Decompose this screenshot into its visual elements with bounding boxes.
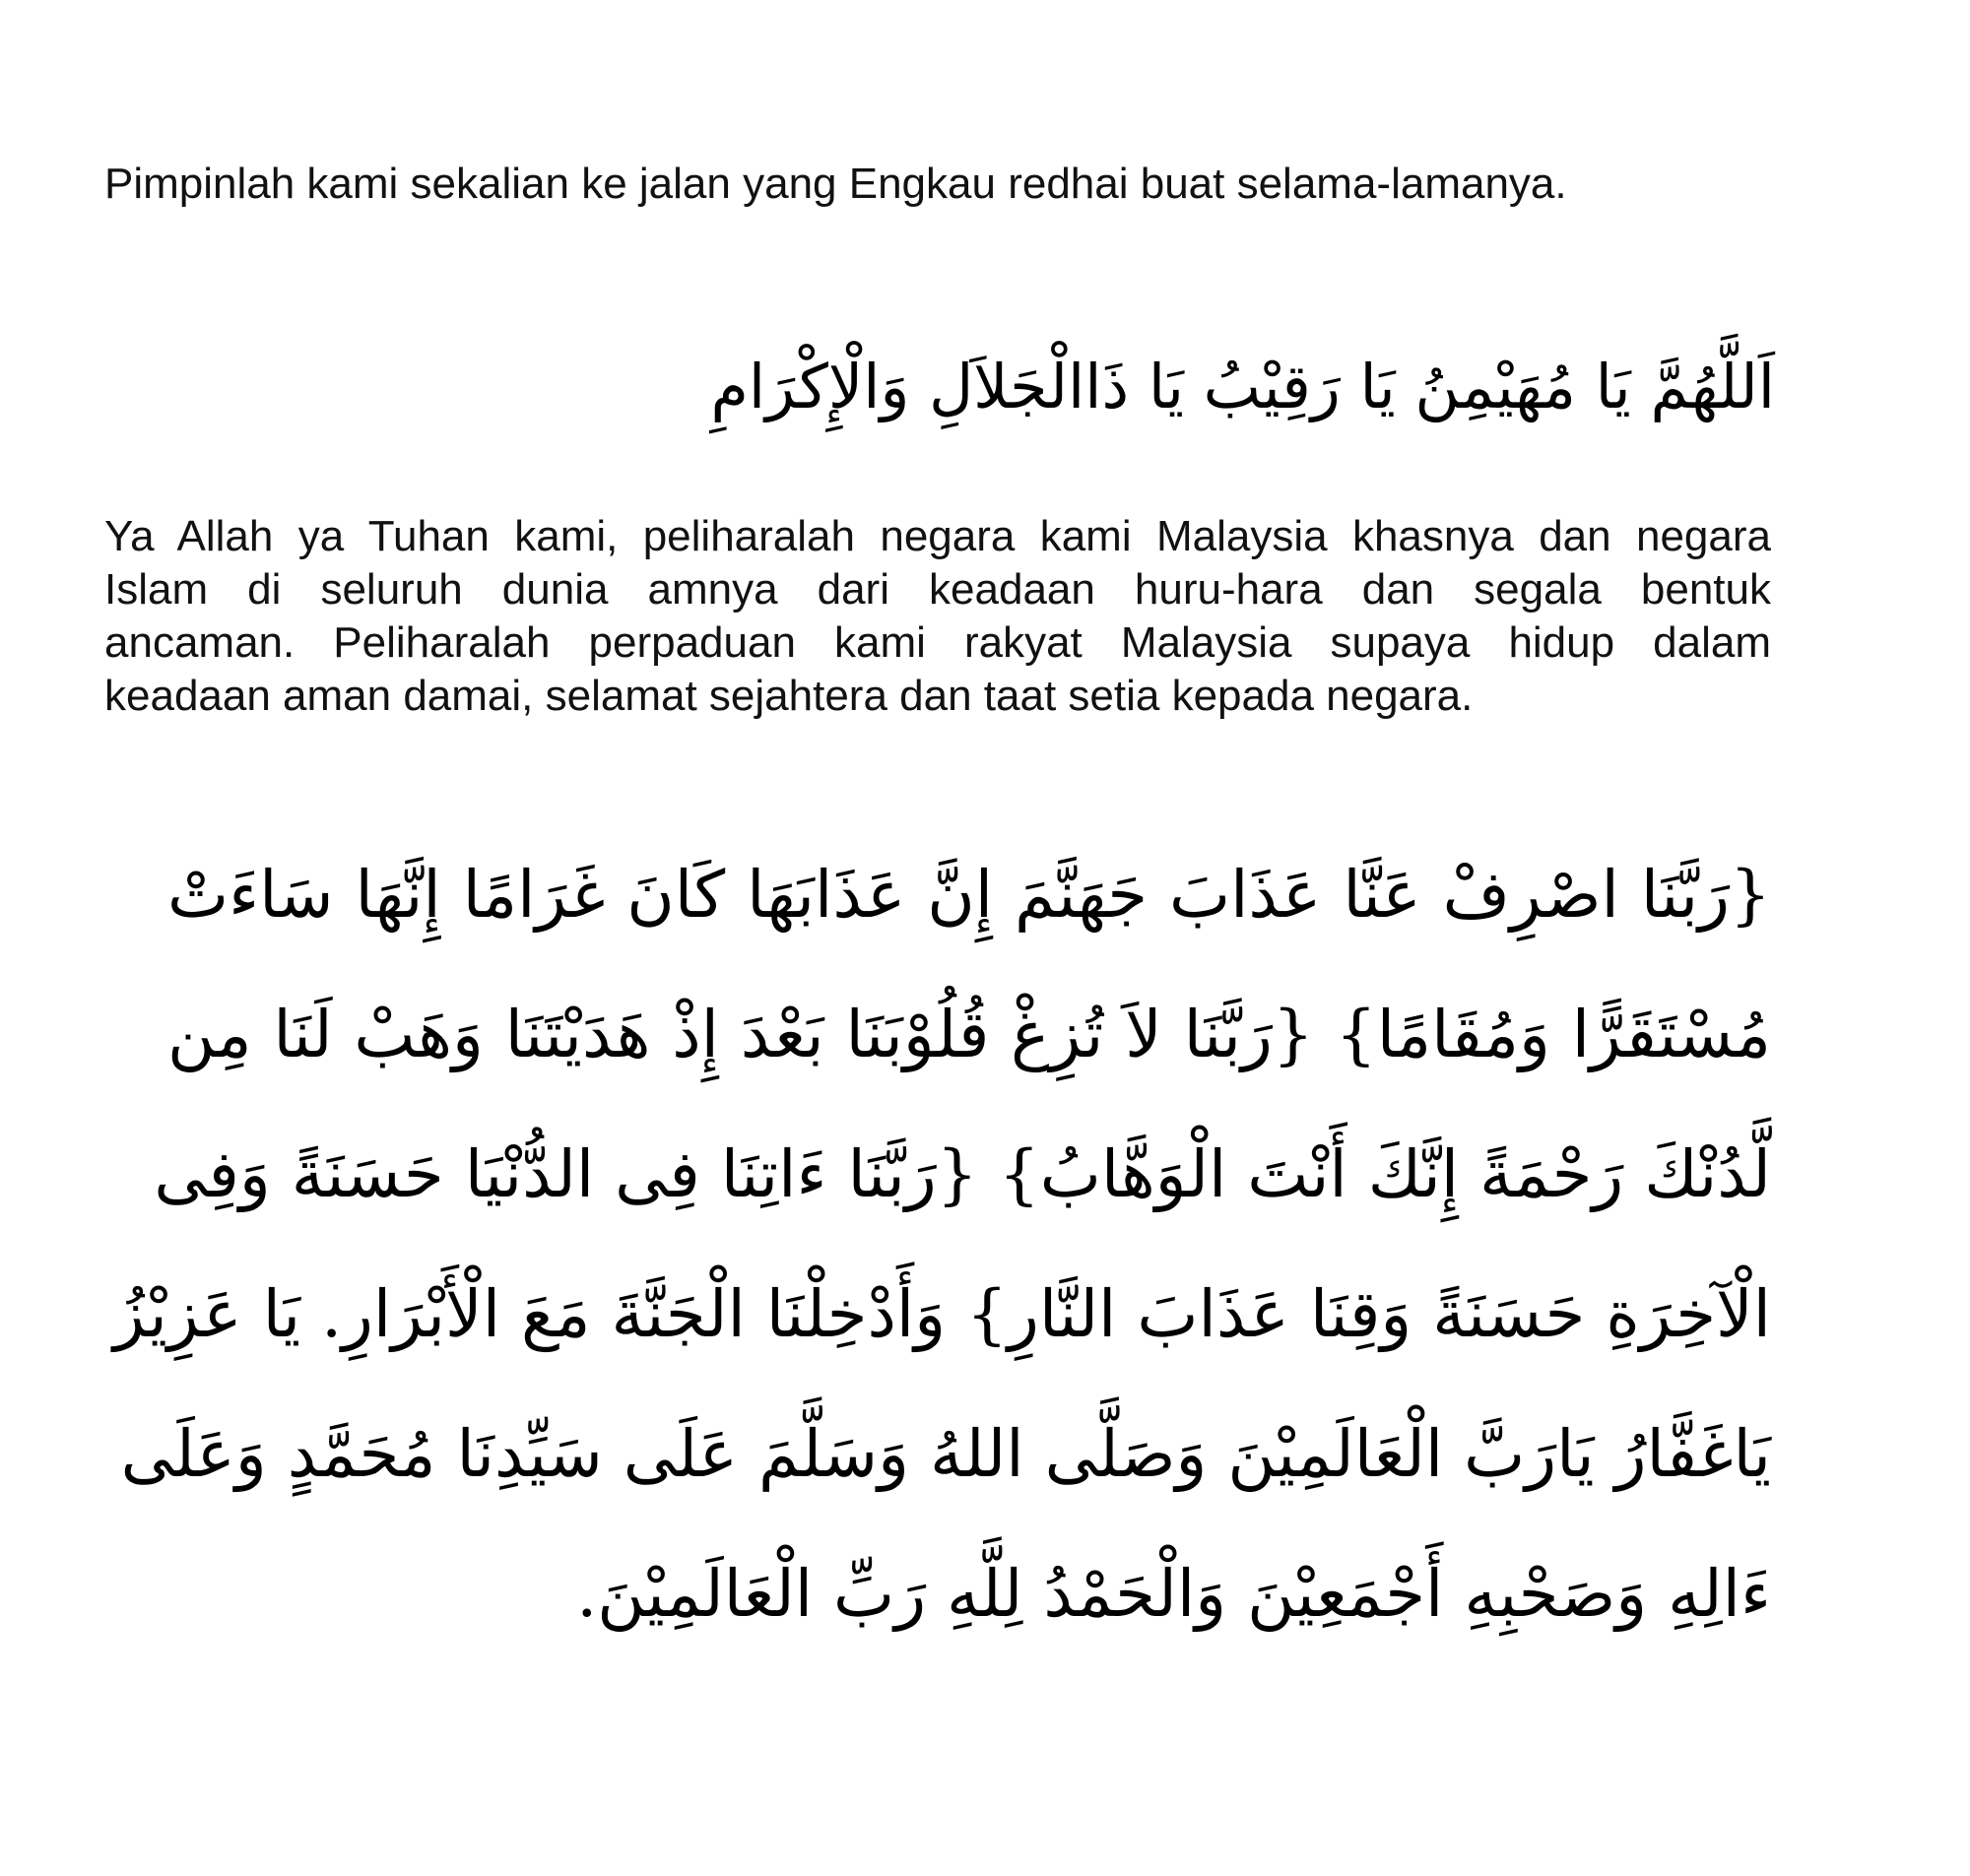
arabic-invocation-heading: اَللَّهُمَّ يَا مُهَيْمِنُ يَا رَقِيْبُ يَا ذَاالْجَلاَلِ وَالْإِكْرَامِ [710, 351, 1775, 422]
translation-line: Islam di seluruh dunia amnya dari keadaan huru-hara dan segala bentuk [104, 565, 1771, 614]
arabic-prayer-line: ءَالِهِ وَصَحْبِهِ أَجْمَعِيْنَ وَالْحَمْدُ لِلَّهِ رَبِّ الْعَالَمِيْنَ. [576, 1556, 1771, 1632]
translation-paragraph [104, 510, 1771, 723]
translation-line: Ya Allah ya Tuhan kami, peliharalah negara kami Malaysia khasnya dan negara [104, 512, 1771, 560]
arabic-prayer-line: {رَبَّنَا اصْرِفْ عَنَّا عَذَابَ جَهَنَّمَ إِنَّ عَذَابَهَا كَانَ غَرَامًا إِنَّهَا سَاءَتْ [167, 857, 1771, 933]
arabic-prayer-line: مُسْتَقَرًّا وَمُقَامًا} {رَبَّنَا لاَ تُزِغْ قُلُوْبَنَا بَعْدَ إِذْ هَدَيْتَنَا وَهَبْ لَنَا مِن [167, 997, 1771, 1072]
arabic-prayer-line: لَّدُنْكَ رَحْمَةً إِنَّكَ أَنْتَ الْوَهَّابُ} {رَبَّنَا ءَاتِنَا فِى الدُّنْيَا حَسَنَةً وَفِى [154, 1136, 1771, 1212]
arabic-prayer-line: الْآخِرَةِ حَسَنَةً وَقِنَا عَذَابَ النَّارِ} وَأَدْخِلْنَا الْجَنَّةَ مَعَ الْأَبْرَارِ. يَا عَزِيْزُ [113, 1276, 1771, 1352]
arabic-prayer-paragraph [113, 825, 1771, 1664]
translation-line: ancaman. Peliharalah perpaduan kami rakyat Malaysia supaya hidup dalam [104, 618, 1771, 667]
arabic-prayer-line: يَاغَفَّارُ يَارَبَّ الْعَالَمِيْنَ وَصَلَّى اللهُ وَسَلَّمَ عَلَى سَيِّدِنَا مُحَمَّدٍ وَعَلَى [120, 1416, 1771, 1492]
intro-paragraph: Pimpinlah kami sekalian ke jalan yang Engkau redhai buat selama-lamanya. [104, 160, 1567, 208]
translation-line: keadaan aman damai, selamat sejahtera dan taat setia kepada negara. [104, 672, 1474, 720]
